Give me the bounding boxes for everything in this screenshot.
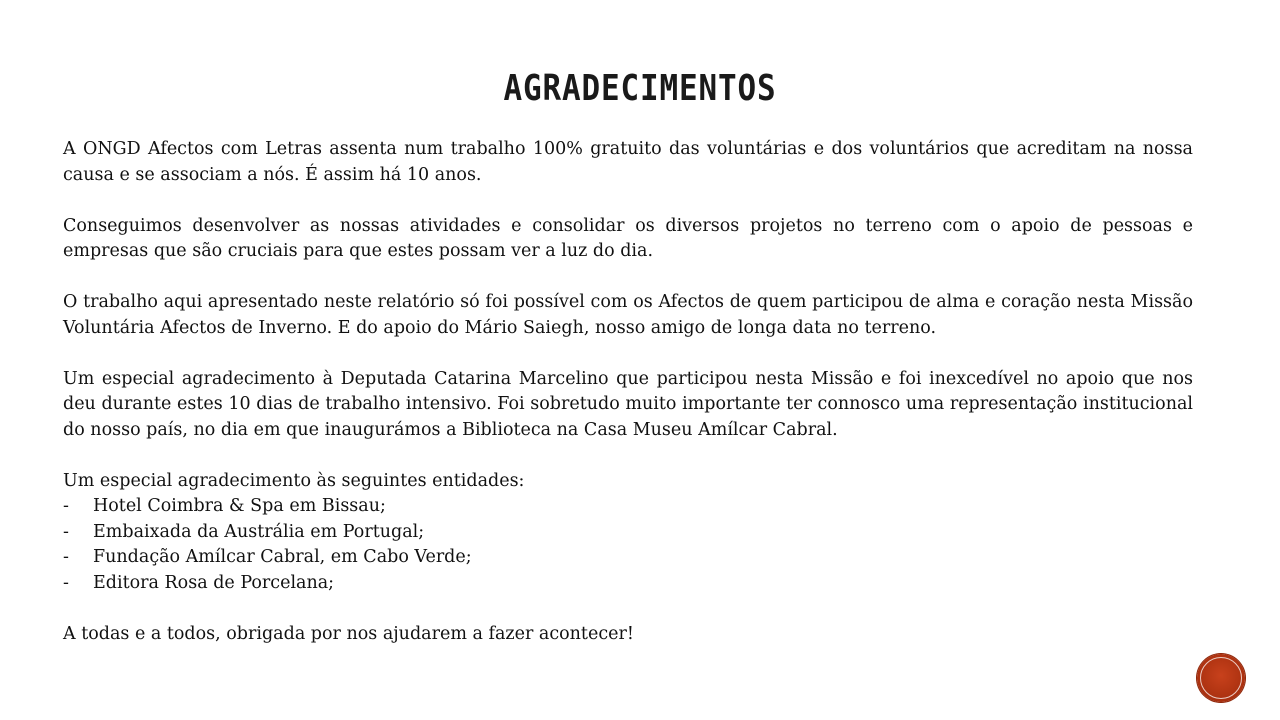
list-item [63,545,1193,571]
entities-list [63,494,1193,596]
paragraph-mission: O trabalho aqui apresentado neste relatório só foi possível com os Afectos de quem participou de alma e coração nesta Missão Voluntária Afectos de Inverno. E do apoio do Mário Saiegh, nosso amigo de longa data no terreno. [63,292,1193,338]
paragraph-activities: Conseguimos desenvolver as nossas atividades e consolidar os diversos projetos no terreno com o apoio de pessoas e empresas que são cruciais para que estes possam ver a luz do dia. [63,215,1193,261]
entities-intro: Um especial agradecimento às seguintes entidades: [63,470,525,491]
entity-name: Editora Rosa de Porcelana; [93,572,335,593]
entity-name: Hotel Coimbra & Spa em Bissau; [93,496,386,516]
entity-name: Fundação Amílcar Cabral, em Cabo Verde; [93,547,472,567]
bullet-dash: - [63,496,69,516]
paragraph-intro: A ONGD Afectos com Letras assenta num trabalho 100% gratuito das voluntárias e dos voluntários que acreditam na nossa causa e se associam a nós. É assim há 10 anos. [63,139,1193,185]
slide-title: AGRADECIMENTOS [503,68,777,109]
slide-nav-button[interactable] [1197,654,1245,702]
paragraph-deputy-thanks: Um especial agradecimento à Deputada Catarina Marcelino que participou nesta Missão e foi inexcedível no apoio que nos deu durante estes 10 dias de trabalho intensivo. Foi sobretudo muito importante ter connosco uma representação institucional do nosso país, no dia em que inaugurámos a Biblioteca na Casa Museu Amílcar Cabral. [63,368,1193,440]
list-item [63,520,1193,546]
entity-name: Embaixada da Austrália em Portugal; [93,521,425,542]
list-item [63,571,1193,597]
closing-line: A todas e a todos, obrigada por nos ajudarem a fazer acontecer! [63,623,634,644]
list-item [63,494,1193,520]
nav-ring-icon [1200,657,1242,699]
bullet-dash: - [63,572,69,593]
slide-body [63,137,1193,647]
bullet-dash: - [63,547,69,567]
bullet-dash: - [63,521,69,542]
